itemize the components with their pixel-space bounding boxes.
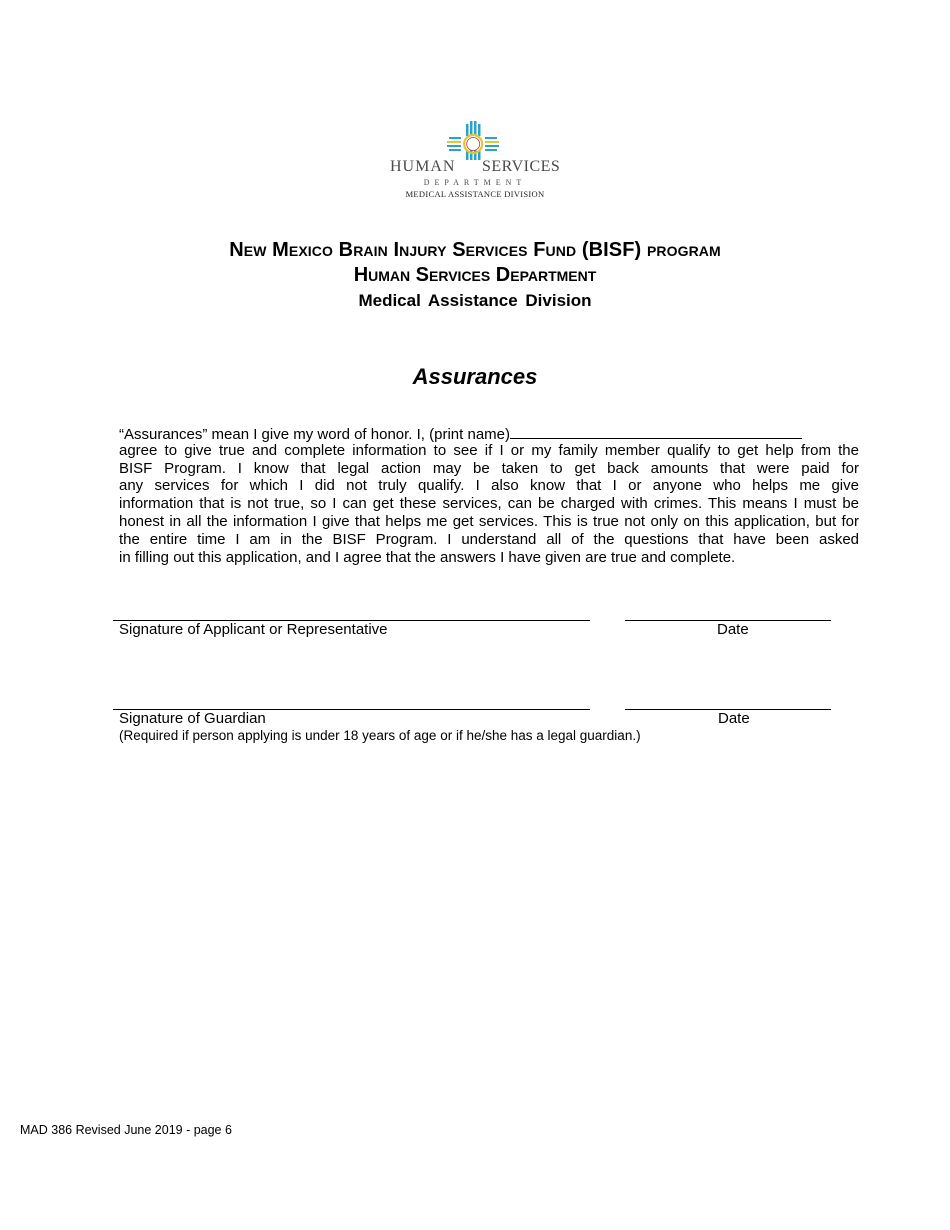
zia-symbol-icon	[385, 120, 565, 160]
page-title: Assurances	[412, 364, 538, 389]
department-title: Human Services Department	[353, 264, 597, 286]
logo-word-services: SERVICES	[482, 158, 561, 175]
guardian-requirement-note: (Required if person applying is under 18 years of age or if he/she has a legal guardian.)	[119, 728, 641, 743]
program-title: New Mexico Brain Injury Services Fund (BISF) program	[229, 239, 721, 261]
guardian-signature-label: Signature of Guardian	[119, 710, 266, 727]
division-title: Medical Assistance Division	[358, 291, 592, 310]
paragraph-line: any services for which I did not truly qualify. I also know that I or anyone who helps me give	[119, 477, 859, 495]
form-footer: MAD 386 Revised June 2019 - page 6	[20, 1123, 232, 1137]
paragraph-line: honest in all the information I give that helps me get services. This is true not only on this application, but for	[119, 512, 859, 530]
paragraph-line: in filling out this application, and I agree that the answers I have given are true and complete.	[119, 548, 736, 566]
paragraph-line: information that is not true, so I can get these services, can be charged with crimes. This means I must be	[119, 495, 859, 513]
paragraph-line: agree to give true and complete information to see if I or my family member qualify to get help from the	[119, 441, 859, 459]
logo-word-human: HUMAN	[390, 158, 456, 175]
logo-department: DEPARTMENT	[423, 178, 527, 187]
paragraph-line: the entire time I am in the BISF Program. I understand all of the questions that have been asked	[119, 530, 859, 548]
applicant-date-label: Date	[717, 621, 749, 638]
paragraph-lead-text: “Assurances” mean I give my word of honor. I, (print name)	[119, 426, 510, 443]
logo-division: MEDICAL ASSISTANCE DIVISION	[405, 189, 545, 199]
assurances-paragraph	[119, 424, 859, 566]
paragraph-lead-line	[119, 424, 859, 442]
guardian-date-label: Date	[718, 710, 750, 727]
paragraph-line: BISF Program. I know that legal action may be taken to get back amounts that were paid for	[119, 459, 859, 477]
print-name-blank[interactable]	[510, 424, 802, 439]
hsd-logo	[385, 120, 565, 202]
applicant-signature-label: Signature of Applicant or Representative	[119, 621, 388, 638]
